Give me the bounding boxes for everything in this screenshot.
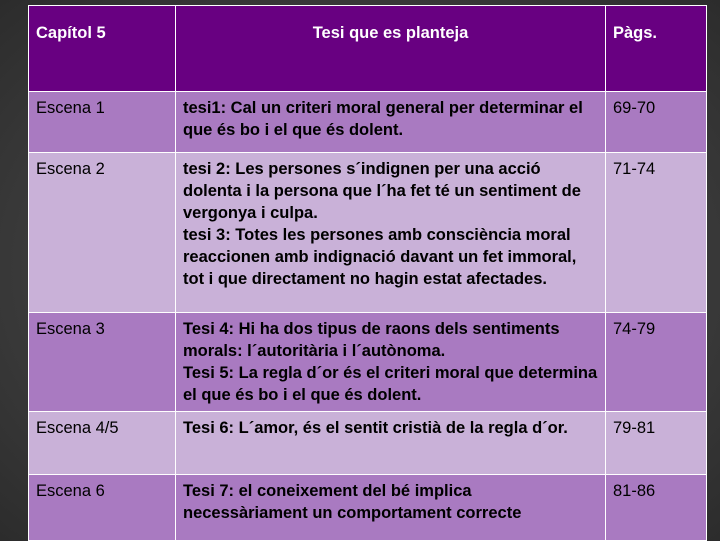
thesis-cell [176, 92, 606, 153]
pages-cell: 69-70 [606, 92, 707, 153]
thesis-text: Tesi 7: el coneixement del bé implica necessàriament un comportament correcte [183, 482, 522, 522]
table-row [29, 412, 707, 475]
table-header-row [29, 6, 707, 92]
thesis-text: Tesi 4: Hi ha dos tipus de raons dels sentiments morals: l´autoritària i l´autònoma. [183, 320, 560, 360]
pages-cell: 81-86 [606, 475, 707, 541]
pages-cell: 74-79 [606, 313, 707, 412]
pages-cell: 71-74 [606, 153, 707, 313]
scene-cell: Escena 1 [29, 92, 176, 153]
chapter-thesis-table [28, 5, 707, 541]
thesis-text: Tesi 5: La regla d´or és el criteri moral que determina el que és bo i el que és dolent. [183, 364, 598, 404]
scene-cell: Escena 4/5 [29, 412, 176, 475]
header-pages: Pàgs. [606, 6, 707, 92]
thesis-text: tesi1: Cal un criteri moral general per determinar el que és bo i el que és dolent. [183, 99, 583, 139]
header-thesis: Tesi que es planteja [176, 6, 606, 92]
table-row [29, 475, 707, 541]
thesis-text: tesi 2: Les persones s´indignen per una acció dolenta i la persona que l´ha fet té un sentiment de vergonya i culpa. [183, 160, 581, 222]
scene-cell: Escena 2 [29, 153, 176, 313]
thesis-cell [176, 313, 606, 412]
scene-cell: Escena 6 [29, 475, 176, 541]
table-row [29, 313, 707, 412]
pages-cell: 79-81 [606, 412, 707, 475]
thesis-cell [176, 412, 606, 475]
header-chapter: Capítol 5 [29, 6, 176, 92]
table-row [29, 153, 707, 313]
thesis-text: Tesi 6: L´amor, és el sentit cristià de la regla d´or. [183, 419, 568, 437]
scene-cell: Escena 3 [29, 313, 176, 412]
thesis-text: tesi 3: Totes les persones amb consciència moral reaccionen amb indignació davant un fet immoral, tot i que directament no hagin estat afectades. [183, 226, 577, 288]
thesis-cell [176, 153, 606, 313]
table-row [29, 92, 707, 153]
thesis-cell [176, 475, 606, 541]
